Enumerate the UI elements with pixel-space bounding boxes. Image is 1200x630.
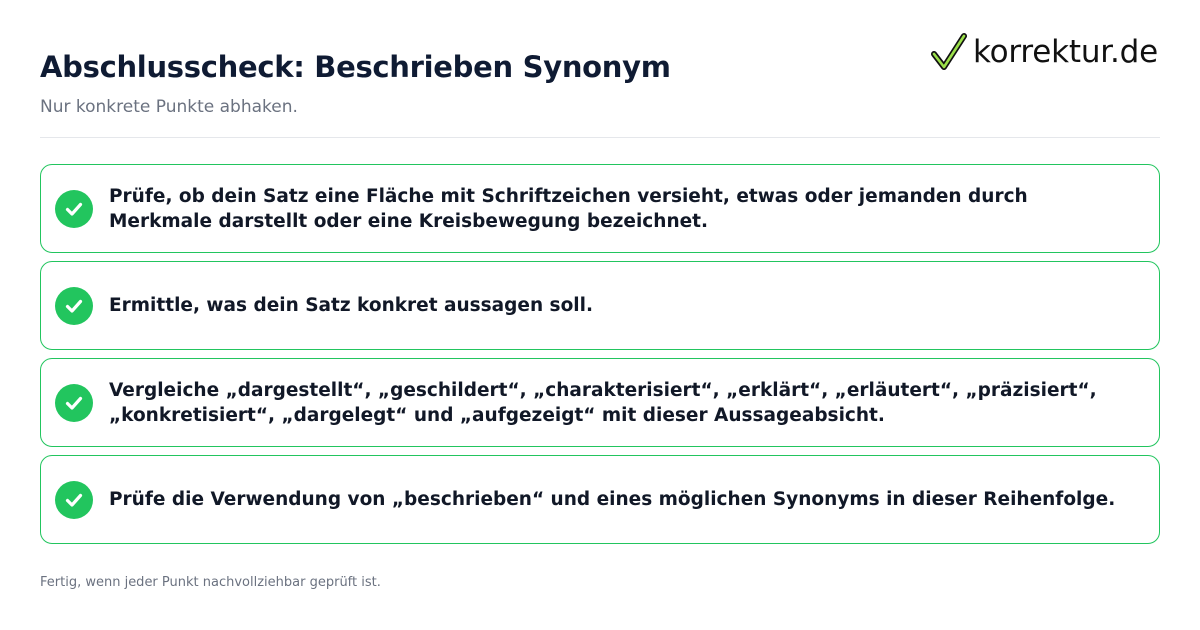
check-circle-icon bbox=[55, 384, 93, 422]
page-subtitle: Nur konkrete Punkte abhaken. bbox=[40, 97, 298, 117]
checklist-item-text: Vergleiche „dargestellt“, „geschildert“, „charakterisiert“, „erklärt“, „erläutert“, „präzisiert“, „konkretisiert“, „dargelegt“ und „aufgezeigt“ mit dieser Aussageabsicht. bbox=[109, 379, 1097, 426]
checklist bbox=[40, 164, 1160, 552]
checklist-item bbox=[40, 261, 1160, 350]
checkmark-icon bbox=[931, 32, 967, 72]
checklist-item bbox=[40, 164, 1160, 253]
checklist-item bbox=[40, 455, 1160, 544]
checklist-item-text: Ermittle, was dein Satz konkret aussagen soll. bbox=[109, 295, 593, 316]
check-circle-icon bbox=[55, 287, 93, 325]
logo bbox=[931, 30, 1158, 74]
checklist-item-text: Prüfe die Verwendung von „beschrieben“ und eines möglichen Synonyms in dieser Reihenfolge. bbox=[109, 489, 1116, 510]
logo-text: korrektur.de bbox=[972, 33, 1158, 70]
page-title: Abschlusscheck: Beschrieben Synonym bbox=[40, 50, 671, 84]
check-circle-icon bbox=[55, 481, 93, 519]
header-divider bbox=[40, 137, 1160, 138]
check-circle-icon bbox=[55, 190, 93, 228]
footer-note: Fertig, wenn jeder Punkt nachvollziehbar geprüft ist. bbox=[40, 575, 381, 590]
checklist-item bbox=[40, 358, 1160, 447]
checklist-item-text: Prüfe, ob dein Satz eine Fläche mit Schriftzeichen versieht, etwas oder jemanden durch Merkmale darstellt oder eine Kreisbewegung bezeichnet. bbox=[109, 185, 1028, 232]
